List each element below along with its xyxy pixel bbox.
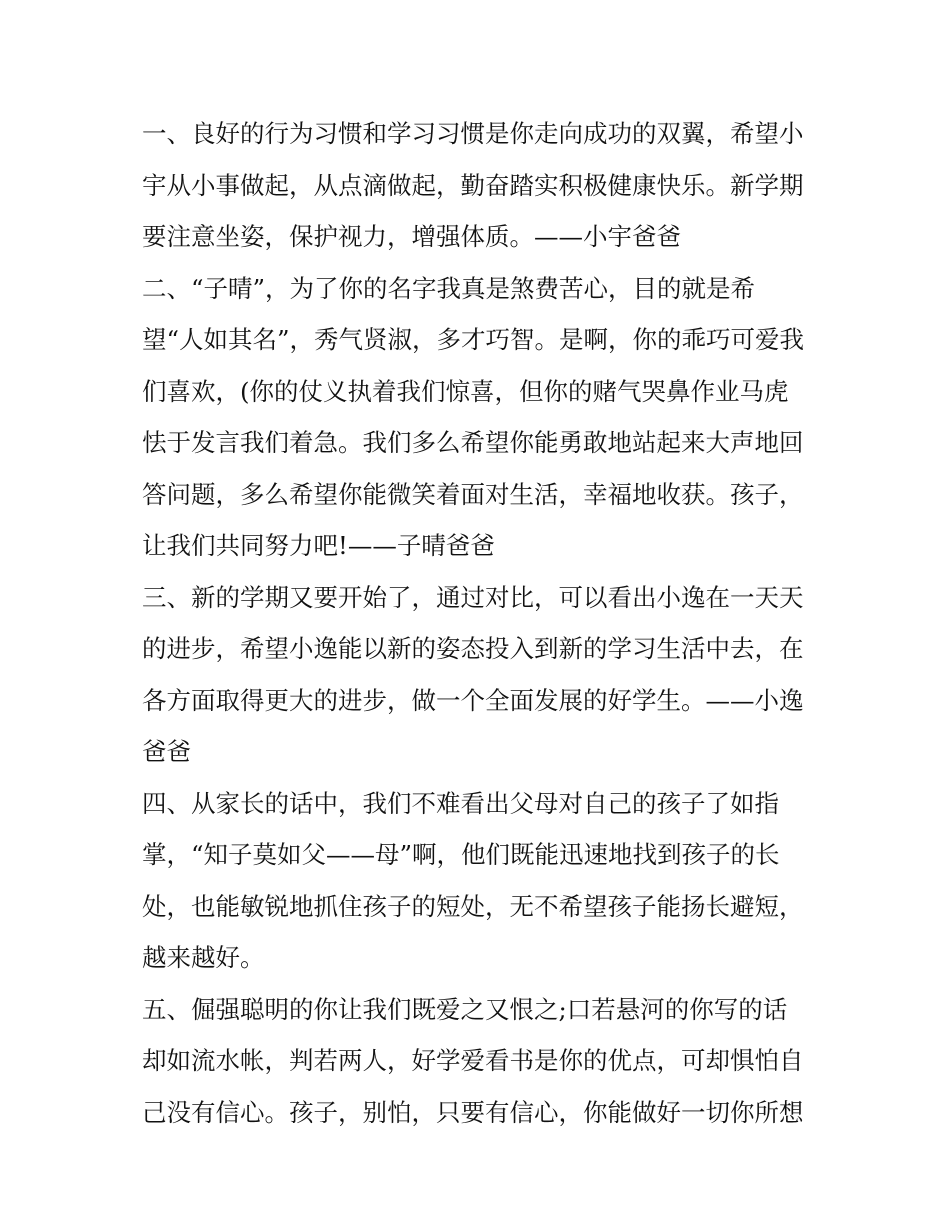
- text-line: 要注意坐姿，保护视力，增强体质。——小宇爸爸: [142, 222, 681, 251]
- text-line: 四、从家长的话中，我们不难看出父母对自己的孩子了如指: [142, 788, 779, 818]
- text-line: 三、新的学期又要开始了，通过对比，可以看出小逸在一天天: [142, 582, 804, 612]
- text-line: 二、“子晴”，为了你的名字我真是煞费苦心，目的就是希: [142, 273, 756, 303]
- text-line: 五、倔强聪明的你让我们既爱之又恨之;口若悬河的你写的话: [142, 994, 788, 1024]
- text-line: 宇从小事做起，从点滴做起，勤奋踏实积极健康快乐。新学期: [142, 170, 804, 200]
- text-line: 让我们共同努力吧!——子晴爸爸: [142, 531, 495, 560]
- text-line: 一、良好的行为习惯和学习习惯是你走向成功的双翼，希望小: [142, 119, 804, 148]
- text-line: 越来越好。: [142, 943, 265, 972]
- text-line: 爸爸: [142, 737, 191, 766]
- text-line: 处，也能敏锐地抓住孩子的短处，无不希望孩子能扬长避短，: [142, 891, 804, 921]
- text-line: 却如流水帐，判若两人，好学爱看书是你的优点，可却惧怕自: [142, 1046, 804, 1075]
- text-line: 们喜欢，(你的仗义执着我们惊喜，但你的赌气哭鼻作业马虎: [142, 376, 789, 406]
- text-line: 望“人如其名”，秀气贤淑，多才巧智。是啊，你的乖巧可爱我: [142, 325, 805, 354]
- text-line: 掌，“知子莫如父——母”啊，他们既能迅速地找到孩子的长: [142, 840, 780, 869]
- text-line: 答问题，多么希望你能微笑着面对生活，幸福地收获。孩子，: [142, 479, 804, 509]
- document-body: [142, 108, 822, 1138]
- text-line: 的进步，希望小逸能以新的姿态投入到新的学习生活中去，在: [142, 634, 804, 663]
- text-line: 己没有信心。孩子，别怕，只要有信心，你能做好一切你所想: [142, 1097, 804, 1127]
- text-line: 各方面取得更大的进步，做一个全面发展的好学生。——小逸: [142, 685, 804, 715]
- text-line: 怯于发言我们着急。我们多么希望你能勇敢地站起来大声地回: [142, 428, 804, 457]
